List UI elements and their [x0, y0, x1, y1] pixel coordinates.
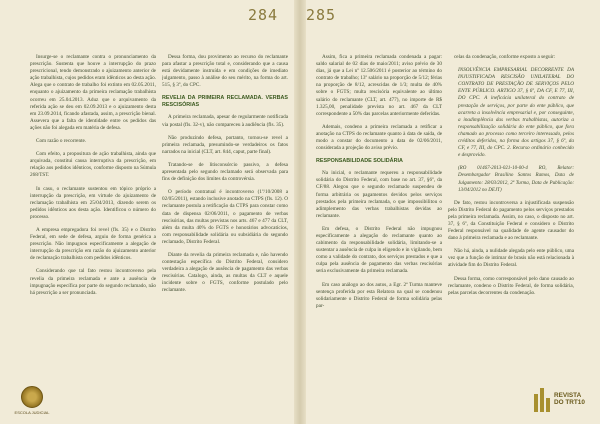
- paragraph: Em defesa, o Distrito Federal não impugnou especificamente a alegação do reclamante quanto ao cabimento da responsabilidade solidária, limitando-se a sustentar a ausência de culpa in eligendo e in vigilando, bem como a validade do contrato, dos serviços prestados e que a culpa pela ausência de pagamento das verbas rescisórias seria exclusivamente da primeira reclamada.: [316, 225, 442, 275]
- logo-right-name: [554, 392, 598, 406]
- logo-right-line2: DO TRT10: [554, 399, 585, 406]
- text-column-4: [448, 54, 574, 384]
- paragraph: Na inicial, o reclamante requereu a responsabilidade solidária do Distrito Federal, com base no art. 37, §6º, da CF/88. Alegou que o segundo reclamado suspendeu de forma arbitrária os pagamentos devidos pelos serviços prestados pela primeira reclamada, o que impossibilitou o adimplemento das verbas trabalhistas devidas ao reclamante.: [316, 170, 442, 219]
- section-heading: REVELIA DA PRIMEIRA RECLAMADA. VERBAS RESCISÓRIAS: [162, 95, 288, 109]
- text-column-1: [30, 54, 156, 384]
- paragraph: A empresa empregadora foi revel (fls. 35) e o Distrito Federal, em sede de defesa, arguiu de forma genérica a prescrição. Não impugnou especificamente a alegação de interrupção da prescrição em razão do ajuizamento anterior de reclamação trabalhista com pedidos idênticos.: [30, 226, 156, 262]
- paragraph: Não há, ainda, a nulidade alegada pelo ente público, uma vez que a função de intimar de brasis não está relacionada à atividade fim do Distrito Federal.: [448, 248, 574, 269]
- logo-right-line1: REVISTA: [554, 392, 582, 399]
- escola-judicial-logo: [12, 386, 52, 420]
- quoted-ementa: INSOLVÊNCIA EMPRESARIAL DECORRENTE DA INJUSTIFICADA RESCISÃO UNILATERAL DO CONTRATO DE PRESTAÇÃO DE SERVIÇOS PELO ENTE PÚBLICO. ARTIGO 37, § 6º, DA CF, E 77, III, DO CPC. A ineficácia unilateral do contrato de prestação de serviços, por parte do ente público, que acarreta a insolvência empresarial e, por conseguinte, a inadimplência das verbas trabalhistas, autoriza a responsabilização solidária do ente público, que fora chamado ao processo como terceiro interessado, pelos créditos deferidos, na forma dos artigos 37, § 6º, da CF, e 77, III, do CPC. 2. Recurso ordinário conhecido e desprovido.: [458, 67, 574, 159]
- paragraph: Insurge-se o reclamante contra o pronunciamento da prescrição. Sustenta que houve a interrupção do prazo prescricional, tendo demonstrado o ajuizamento anterior de ação trabalhista, cujos pedidos eram idênticos ao desta ação. Alega que o contrato de trabalho foi extinto em 02.05.2011, enquanto o ajuizamento da primeira reclamação trabalhista ocorreu em 25.04.2013. Aduz que o arquivamento da referida ação se deu em 02.09.2013 e o ajuizamento desta em 23.09.2014, ficando afastada, assim, a prescrição bienal. Assevera que a falta de identidade entre os pedidos das ações não foi alegada em matéria de defesa.: [30, 54, 156, 131]
- page-number-left: 284: [248, 6, 279, 24]
- paragraph: Com efeito, a propositura de ação trabalhista, ainda que arquivada, constitui causa interruptiva da prescrição, em relação aos pedidos idênticos, conforme disposto na Súmula 268/TST.: [30, 151, 156, 179]
- bars-icon: [532, 384, 554, 414]
- paragraph: Considerando que tal fato restou incontroverso pela revelia da primeira reclamada e ante a ausência de impugnação específica por parte do segundo reclamado, não há prescrição a ser pronunciada.: [30, 268, 156, 296]
- paragraph: Não produzindo defesa, portanto, tornou-se revel a primeira reclamada, presumindo-se verdadeiros os fatos narrados na inicial (CLT, art. 844, caput, parte final).: [162, 134, 288, 155]
- paragraph: De fato, restou incontroversa a injustificada suspensão pelo Distrito Federal do pagamento pelos serviços prestados pela primeira reclamada. Assim, no caso, o disposto no art. 37, § 6º, da Constituição Federal e considero o Distrito Federal responsável na qualidade de agente causador do dano à primeira reclamada e ao reclamante.: [448, 199, 574, 242]
- paragraph: celas da condenação, conforme exposto a seguir:: [454, 54, 556, 60]
- paragraph: Com razão o recorrente.: [36, 138, 87, 145]
- paragraph: A primeira reclamada, apesar de regularmente notificada via postal (fls. 32-v), não compareceu à audiência (fls. 35).: [162, 114, 288, 128]
- paragraph: Diante da revelia da primeira reclamada e, não havendo contestação específica do Distrito Federal, considero verdadeira a alegação de ausência de pagamento das verbas rescisórias. Catalogo, ainda, as multas da CLT e aquele incidente sobre o FGTS, conforme postulado pelo reclamante.: [162, 251, 288, 294]
- paragraph: In casu, o reclamante sustentou em tópico próprio a interrupção da prescrição, em virtude do ajuizamento de reclamação trabalhista em 25/04/2013, dizendo serem os pedidos idênticos aos desta ação. Identificou o número do processo.: [30, 185, 156, 220]
- citation: (RO 01467-2013-021-10-00-4 RO, Relator: Desembargador Brasilino Santos Ramos, Data de Julgamento: 28/03/2012, 2ª Turma, Data de Publicação: 13/04/2012 no DEJT): [458, 166, 574, 193]
- paragraph: Tratando-se de litisconsórcio passivo, a defesa apresentada pelo segundo reclamado será observada para fins de definição dos limites da controvérsia.: [162, 161, 288, 183]
- revista-logo: [532, 380, 596, 420]
- paragraph: Assim, fica a primeira reclamada condenada a pagar: saldo salarial de 02 dias de maio/2011; aviso prévio de 30 dias, já que a Lei nº 12.506/2011 é posterior ao término do contrato de trabalho; 13º salário na proporção de 5/12; férias na proporção de 8/12, acrescidas de 1/3; multa de 40% sobre o FGTS; multa rescisória equivalente ao último salário do reclamante (CLT, art. 477), no importe de R$ 1.325,00, penalidade prevista no art. 467 da CLT correspondente a 50% das parcelas anteriormente deferidas.: [316, 54, 442, 117]
- paragraph: O período contratual é incontroverso (1º/10/2008 a 02/05/2011), estando inclusive anotado na CTPS (fls. 12). O reclamante postula a retificação da CTPS para constar como data de dispensa 02/06/2011, o pagamento de verbas rescisórias, das multas previstas nos arts. 467 e 477 da CLT, além da multa 40% do FGTS e honorários advocatícios, com responsabilidade solidária ou subsidiária do segundo reclamado, Distrito Federal.: [162, 189, 288, 245]
- seal-icon: [21, 386, 43, 408]
- text-column-3: [316, 54, 442, 384]
- logo-left-label: ESCOLA JUDICIAL: [14, 410, 50, 415]
- section-heading: RESPONSABILIDADE SOLIDÁRIA: [316, 158, 403, 165]
- paragraph: Dessa forma, dou provimento ao recurso do reclamante para afastar a prescrição total e, considerando que a causa está devidamente instruída e em condições de imediato julgamento, passo à análise do seu mérito, na forma do art. 515, § 3º, do CPC.: [162, 54, 288, 89]
- text-column-2: [162, 54, 288, 384]
- book-gutter: [294, 0, 306, 424]
- paragraph: Dessa forma, como corresponsável pelo dano causado ao reclamante, condeno o Distrito Federal, de forma solidária, pelas parcelas decorrentes da condenação.: [448, 275, 574, 296]
- paragraph: Em caso análogo ao dos autos, a Egr. 2ª Turma manteve sentença proferida por esta Relatora na qual se condenou solidariamente o Distrito Federal de forma solidária pelas par-: [316, 281, 442, 309]
- paragraph: Ademais, condeno a primeira reclamada a retificar a anotação na CTPS do reclamante quanto à data de saída, de modo a constar do documento a data de 02/06/2011, considerada a projeção do aviso prévio.: [316, 123, 442, 152]
- page-number-right: 285: [306, 6, 337, 24]
